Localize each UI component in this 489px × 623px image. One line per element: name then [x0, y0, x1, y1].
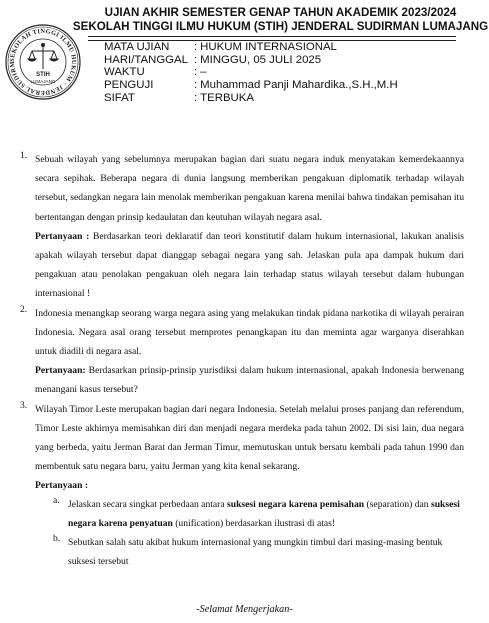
info-separator: :: [194, 91, 198, 104]
text-run: (unification) berdasarkan ilustrasi di atas!: [172, 518, 336, 530]
prompt-label: Pertanyaan :: [35, 230, 90, 242]
exam-title: UJIAN AKHIR SEMESTER GENAP TAHUN AKADEMIK 2023/2024: [104, 6, 457, 19]
info-label: SIFAT: [104, 91, 135, 104]
info-value: –: [200, 66, 207, 79]
prompt-text: Berdasarkan teori deklaratif dan teori konstitutif dalam hukum internasional, lakukan analisis apakah wilayah tersebut dapat dianggap sebagai negara yang sah. Jelaskan pula apa dampak hukum dari pengakuan atau penolakan pengakuan oleh negara lain terhadap status wilayah tersebut dalam hubungan internasional !: [35, 230, 464, 300]
logo-ring-text: SEKOLAH TINGGI ILMU HUKUM · JENDERAL SUDIRM: [8, 27, 78, 97]
institution-logo-seal: [3, 22, 83, 102]
institution-name: SEKOLAH TINGGI ILMU HUKUM (STIH) JENDERAL SUDIRMAN LUMAJANG: [72, 20, 489, 33]
question-number: 2.: [20, 303, 28, 315]
prompt-text: Berdasarkan prinsip-prinsip yurisdiksi dalam hukum internasional, apakah Indonesia berwenang menangani kasus tersebut?: [35, 365, 464, 396]
logo-center-text: STIH: [36, 72, 50, 78]
sub-question-letter: a.: [53, 495, 60, 507]
logo-bottom-text: LUMAJANG: [30, 79, 56, 84]
question-number: 3.: [20, 399, 28, 411]
question-text: Indonesia menangkap seorang warga negara asing yang melakukan tindak pidana narkotika di wilayah perairan Indonesia. Negara asal orang tersebut memprotes penangkapan itu dan meminta agar warganya diserahkan untuk diadili di negara asal.: [35, 307, 464, 358]
info-label: MATA UJIAN: [104, 41, 170, 53]
bold-term: suksesi negara karena pemisahan: [227, 499, 365, 511]
sub-question-text: [68, 495, 464, 533]
sub-question-letter: b.: [53, 533, 61, 545]
bold-term: suksesi negara karena penyatuan: [68, 499, 460, 530]
info-separator: :: [194, 79, 198, 92]
info-separator: :: [194, 53, 198, 66]
question-item: [0, 304, 489, 400]
question-item: [0, 150, 489, 304]
question-list: [0, 150, 489, 571]
closing-text: -Selamat Mengerjakan-: [196, 604, 293, 615]
info-label: HARI/TANGGAL: [104, 53, 188, 66]
sub-question: [0, 533, 489, 571]
question-prompt: [35, 227, 464, 304]
info-value: Muhammad Panji Mahardika.,S.H.,M.H: [200, 79, 398, 92]
info-value: HUKUM INTERNASIONAL: [200, 41, 337, 53]
info-value: TERBUKA: [200, 91, 254, 104]
question-number: 1.: [20, 150, 28, 161]
text-run: Jelaskan secara singkat perbedaan antara: [68, 499, 228, 511]
info-label: WAKTU: [104, 66, 145, 79]
question-text: Sebuah wilayah yang sebelumnya merupakan bagian dari suatu negara induk menyatakan kemerdekaannya secara sepihak. Beberapa negara di dunia langsung memberikan pengakuan diplomatik terhadap wilayah tersebut, sedangkan negara lain menolak memberikan pengakuan karena menilai bahwa tindakan pemisahan itu bertentangan dengan prinsip kedaulatan dan keutuhan wilayah negara asal.: [35, 154, 464, 223]
question-text: Wilayah Timor Leste merupakan bagian dari negara Indonesia. Setelah melalui proses panjang dan referendum, Timor Leste akhirnya memisahkan diri dan menjadi negara merdeka pada tahun 2002. Di sisi lain, dua negara yang berbeda, yaitu Jerman Barat dan Jerman Timur, memutuskan untuk bersatu kembali pada tahun 1990 dan membentuk satu negara baru, yaitu Jerman yang kita kenal sekarang.: [35, 403, 464, 473]
info-separator: :: [194, 66, 198, 79]
info-value: MINGGU, 05 JULI 2025: [200, 53, 322, 66]
sub-question-text: Sebutkan salah satu akibat hukum internasional yang mungkin timbul dari masing-masing bentuk suksesi tersebut: [68, 537, 443, 568]
sub-question: [0, 495, 489, 533]
question-item: [0, 400, 489, 572]
question-prompt: [35, 361, 464, 399]
prompt-label: Pertanyaan:: [35, 365, 86, 377]
text-run: (separation) dan: [364, 499, 431, 511]
info-label: PENGUJI: [104, 79, 154, 92]
info-separator: :: [194, 41, 198, 53]
prompt-label: Pertanyaan :: [35, 480, 89, 492]
